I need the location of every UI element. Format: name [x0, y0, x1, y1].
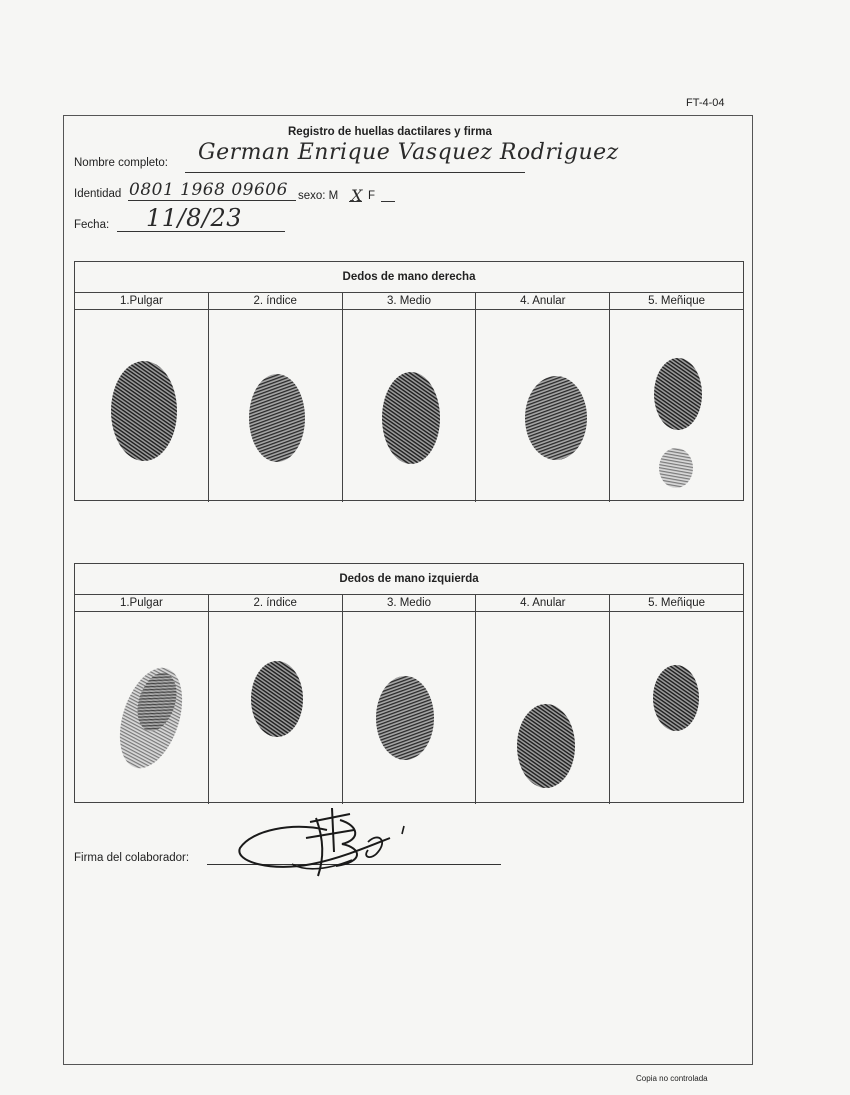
- left-hand-title: Dedos de mano izquierda: [75, 564, 743, 595]
- right-thumb-cell[interactable]: [75, 310, 209, 502]
- date-value[interactable]: 11/8/23: [146, 204, 243, 232]
- right-middle-header: 3. Medio: [343, 293, 477, 309]
- name-line: [185, 172, 525, 173]
- sex-label: sexo: M: [298, 190, 339, 202]
- left-little-cell[interactable]: [610, 612, 743, 804]
- left-little-header: 5. Meñique: [648, 597, 706, 609]
- right-index-header: 2. índice: [209, 293, 343, 309]
- signature-drawing[interactable]: [232, 800, 422, 885]
- right-index-print: [242, 368, 312, 468]
- sex-f-label: F: [368, 190, 376, 202]
- left-index-header: 2. índice: [209, 595, 343, 611]
- right-thumb-print: [99, 356, 189, 466]
- identity-line: [128, 200, 296, 201]
- left-little-print: [650, 662, 702, 734]
- form-title: Registro de huellas dactilares y firma: [288, 126, 492, 138]
- right-ring-print: [520, 372, 592, 464]
- left-index-print: [247, 656, 307, 742]
- right-little-cell[interactable]: [610, 310, 743, 502]
- sex-f-line: [381, 201, 395, 202]
- left-ring-header: 4. Anular: [476, 595, 610, 611]
- date-label: Fecha:: [74, 219, 110, 231]
- identity-label: Identidad: [74, 188, 122, 200]
- left-hand-table: [74, 563, 744, 803]
- right-ring-header: 4. Anular: [476, 293, 610, 309]
- left-ring-cell[interactable]: [476, 612, 610, 804]
- left-index-cell[interactable]: [209, 612, 343, 804]
- right-thumb-header: 1.Pulgar: [75, 293, 209, 309]
- right-hand-title: Dedos de mano derecha: [75, 262, 743, 293]
- right-hand-table: [74, 261, 744, 501]
- right-little-header: 5. Meñique: [648, 295, 706, 307]
- left-ring-print: [514, 700, 578, 792]
- left-middle-header: 3. Medio: [343, 595, 477, 611]
- left-middle-cell[interactable]: [343, 612, 477, 804]
- document-code: FT-4-04: [686, 97, 725, 109]
- left-thumb-header: 1.Pulgar: [75, 595, 209, 611]
- right-index-cell[interactable]: [209, 310, 343, 502]
- identity-value[interactable]: 0801 1968 09606: [129, 180, 288, 200]
- signature-label: Firma del colaborador:: [74, 852, 190, 864]
- name-value[interactable]: German Enrique Vasquez Rodriguez: [198, 140, 619, 165]
- right-middle-cell[interactable]: [343, 310, 477, 502]
- right-little-print: [640, 354, 716, 490]
- left-thumb-cell[interactable]: [75, 612, 209, 804]
- left-middle-print: [373, 672, 437, 764]
- name-label: Nombre completo:: [74, 157, 168, 169]
- footer-note: Copia no controlada: [636, 1074, 708, 1083]
- sex-m-line: [349, 201, 362, 202]
- left-thumb-print: [111, 660, 191, 776]
- right-ring-cell[interactable]: [476, 310, 610, 502]
- sex-mark[interactable]: X: [351, 186, 363, 205]
- right-middle-print: [375, 366, 447, 470]
